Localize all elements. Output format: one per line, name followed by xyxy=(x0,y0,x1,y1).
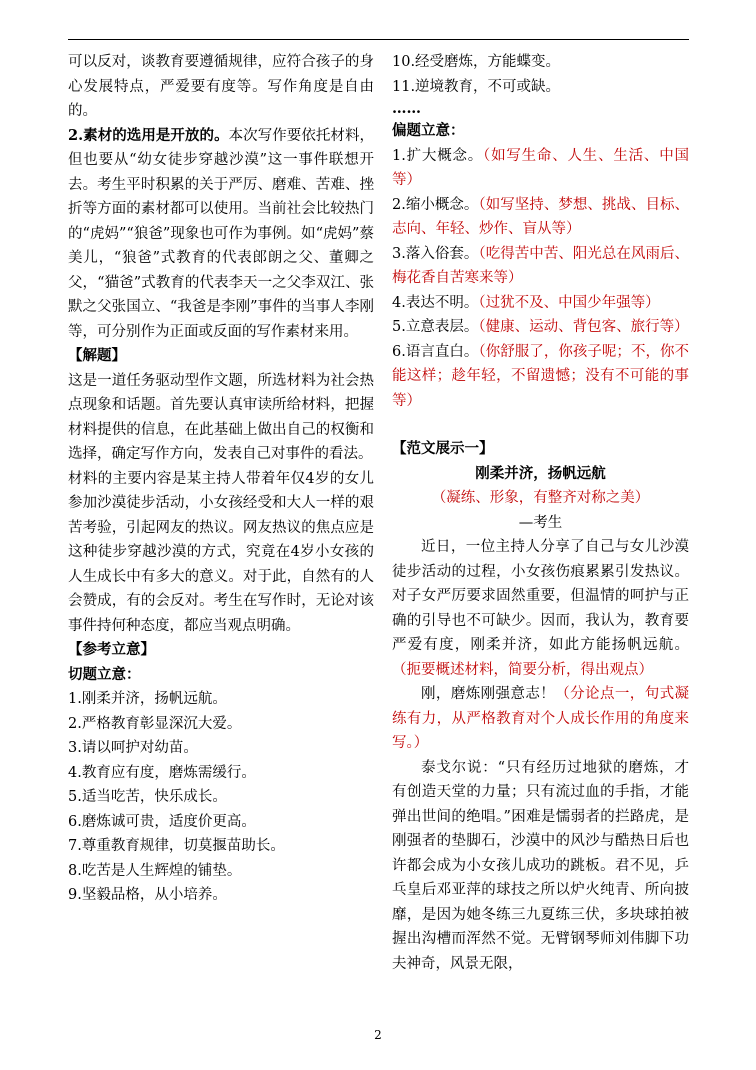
fanwen-heading: 【范文展示一】 xyxy=(392,440,494,457)
qieti-heading: 切题立意： xyxy=(68,665,141,683)
list-item: 5.适当吃苦，快乐成长。 xyxy=(68,789,227,805)
list-item xyxy=(392,340,689,414)
essay-para2-text: 刚，磨炼刚强意志！ xyxy=(421,686,556,702)
list-item xyxy=(392,193,689,242)
essay-paragraph-2 xyxy=(392,682,689,756)
material-body: 本次写作要依托材料，但也要从“幼女徒步穿越沙漠”这一事件联想开去。考生平时积累的关于严厉、磨难、苦难、挫折等方面的素材都可以使用。当前社会比较热门的“虎妈”“狼爸”现象也可作为事例。如“虎妈”蔡美儿，“狼爸”式教育的代表郎朗之父、董卿之父，“猫爸”式教育的代表李天一之父李双江、张默之父张国立、“我爸是李刚”事件的当事人李刚等，可分别作为正面或反面的写作素材来用。 xyxy=(68,127,374,340)
jieti-paragraph-2: 材料的主要内容是某主持人带着年仅4岁的女儿参加沙漠徒步活动，小女孩经受和大人一样的艰苦考验，引起网友的热议。网友热议的焦点应是这种徒步穿越沙漠的方式，究竟在4岁小女孩的人生成长中有多大的意义。对于此，自然有的人会赞成，有的会反对。考生在写作时，无论对该事件持何种态度，都应当观点明确。 xyxy=(68,470,374,634)
piant-item-note: （过犹不及、中国少年强等） xyxy=(478,294,660,311)
piant-item-note: （如写生命、人生、生活、中国等） xyxy=(392,147,689,188)
piant-item-text: 1.扩大概念。 xyxy=(392,147,484,164)
page-number: 2 xyxy=(374,1028,382,1042)
essay-paragraph-3: 泰戈尔说：“只有经历过地狱的磨炼，才有创造天堂的力量；只有流过血的手指，才能弹出世间的绝唱。”困难是懦弱者的拦路虎，是刚强者的垫脚石，沙漠中的风沙与酷热日后也许都会成为小女孩儿成功的跳板。君不见，乒乓皇后邓亚萍的球技之所以炉火纯青、所向披靡，是因为她冬练三九夏练三伏，多块球拍被握出沟槽而浑然不觉。无臂钢琴师刘伟脚下功夫神奇，风景无限， xyxy=(392,759,689,972)
material-heading: 2.素材的选用是开放的。 xyxy=(68,126,229,144)
piant-item-note: （如写坚持、梦想、挑战、目标、志向、年轻、炒作、盲从等） xyxy=(392,196,690,237)
left-column xyxy=(68,50,374,908)
jieti-heading: 【解题】 xyxy=(68,347,126,364)
piant-item-text: 2.缩小概念。 xyxy=(392,196,479,213)
list-item: 7.尊重教育规律，切莫揠苗助长。 xyxy=(68,838,285,854)
cankao-heading: 【参考立意】 xyxy=(68,641,155,658)
list-item: 6.磨炼诚可贵，适度价更高。 xyxy=(68,813,256,830)
list-item: 9.坚毅品格，从小培养。 xyxy=(68,887,227,903)
list-item: 11.逆境教育，不可或缺。 xyxy=(392,78,561,95)
essay-para2-note: （分论点一，句式凝练有力，从严格教育对个人成长作用的角度来写。） xyxy=(392,686,690,751)
essay-para1-text: 近日，一位主持人分享了自己与女儿沙漠徒步活动的过程，小女孩伤痕累累引发热议。对子女严厉要求固然重要，但温情的呵护与正确的引导也不可缺少。因而，我认为，教育要严爱有度，刚柔并济，如此方能扬帆远航。 xyxy=(392,539,689,653)
piant-item-text: 6.语言直白。 xyxy=(392,343,479,360)
essay-paragraph-1 xyxy=(392,535,689,682)
list-item: 2.严格教育彰显深沉大爱。 xyxy=(68,715,242,732)
list-item xyxy=(392,144,689,193)
ellipsis: …… xyxy=(392,100,421,117)
intro-tail: 可以反对，谈教育要遵循规律，应符合孩子的身心发展特点，严爱要有度等。写作角度是自由的。 xyxy=(68,54,374,119)
spacer xyxy=(392,413,689,437)
list-item: 8.吃苦是人生辉煌的铺垫。 xyxy=(68,862,242,879)
piant-item-text: 3.落入俗套。 xyxy=(392,245,479,262)
header-rule xyxy=(68,39,689,40)
piant-item-text: 4.表达不明。 xyxy=(392,294,479,311)
list-item xyxy=(392,315,689,340)
list-item xyxy=(392,291,689,316)
essay-author: —考生 xyxy=(518,514,563,531)
piant-item-text: 5.立意表层。 xyxy=(392,319,479,335)
piant-item-note: （你舒服了，你孩子呢；不，你不能这样；趁年轻，不留遗憾；没有不可能的事等） xyxy=(392,343,690,409)
right-column xyxy=(392,50,689,976)
essay-subtitle: （凝练、形象，有整齐对称之美） xyxy=(431,490,650,506)
material-paragraph xyxy=(68,124,374,345)
jieti-paragraph-1: 这是一道任务驱动型作文题，所选材料为社会热点现象和话题。首先要认真审读所给材料，把握材料提供的信息，在此基础上做出自己的权衡和选择，确定写作方向，发表自己对事件的看法。 xyxy=(68,372,374,462)
piant-item-note: （吃得苦中苦、阳光总在风雨后、梅花香自苦寒来等） xyxy=(392,245,690,286)
list-item xyxy=(392,242,689,291)
list-item: 1.刚柔并济，扬帆远航。 xyxy=(68,691,227,707)
list-item: 3.请以呵护对幼苗。 xyxy=(68,740,198,756)
piant-heading: 偏题立意： xyxy=(392,122,465,139)
piant-item-note: （健康、运动、背包客、旅行等） xyxy=(478,319,689,335)
essay-para1-note: （扼要概述材料，简要分析，得出观点） xyxy=(392,661,653,678)
list-item: 4.教育应有度，磨炼需缓行。 xyxy=(68,764,256,781)
essay-title: 刚柔并济，扬帆远航 xyxy=(475,464,606,482)
list-item: 10.经受磨炼，方能蝶变。 xyxy=(392,54,561,70)
